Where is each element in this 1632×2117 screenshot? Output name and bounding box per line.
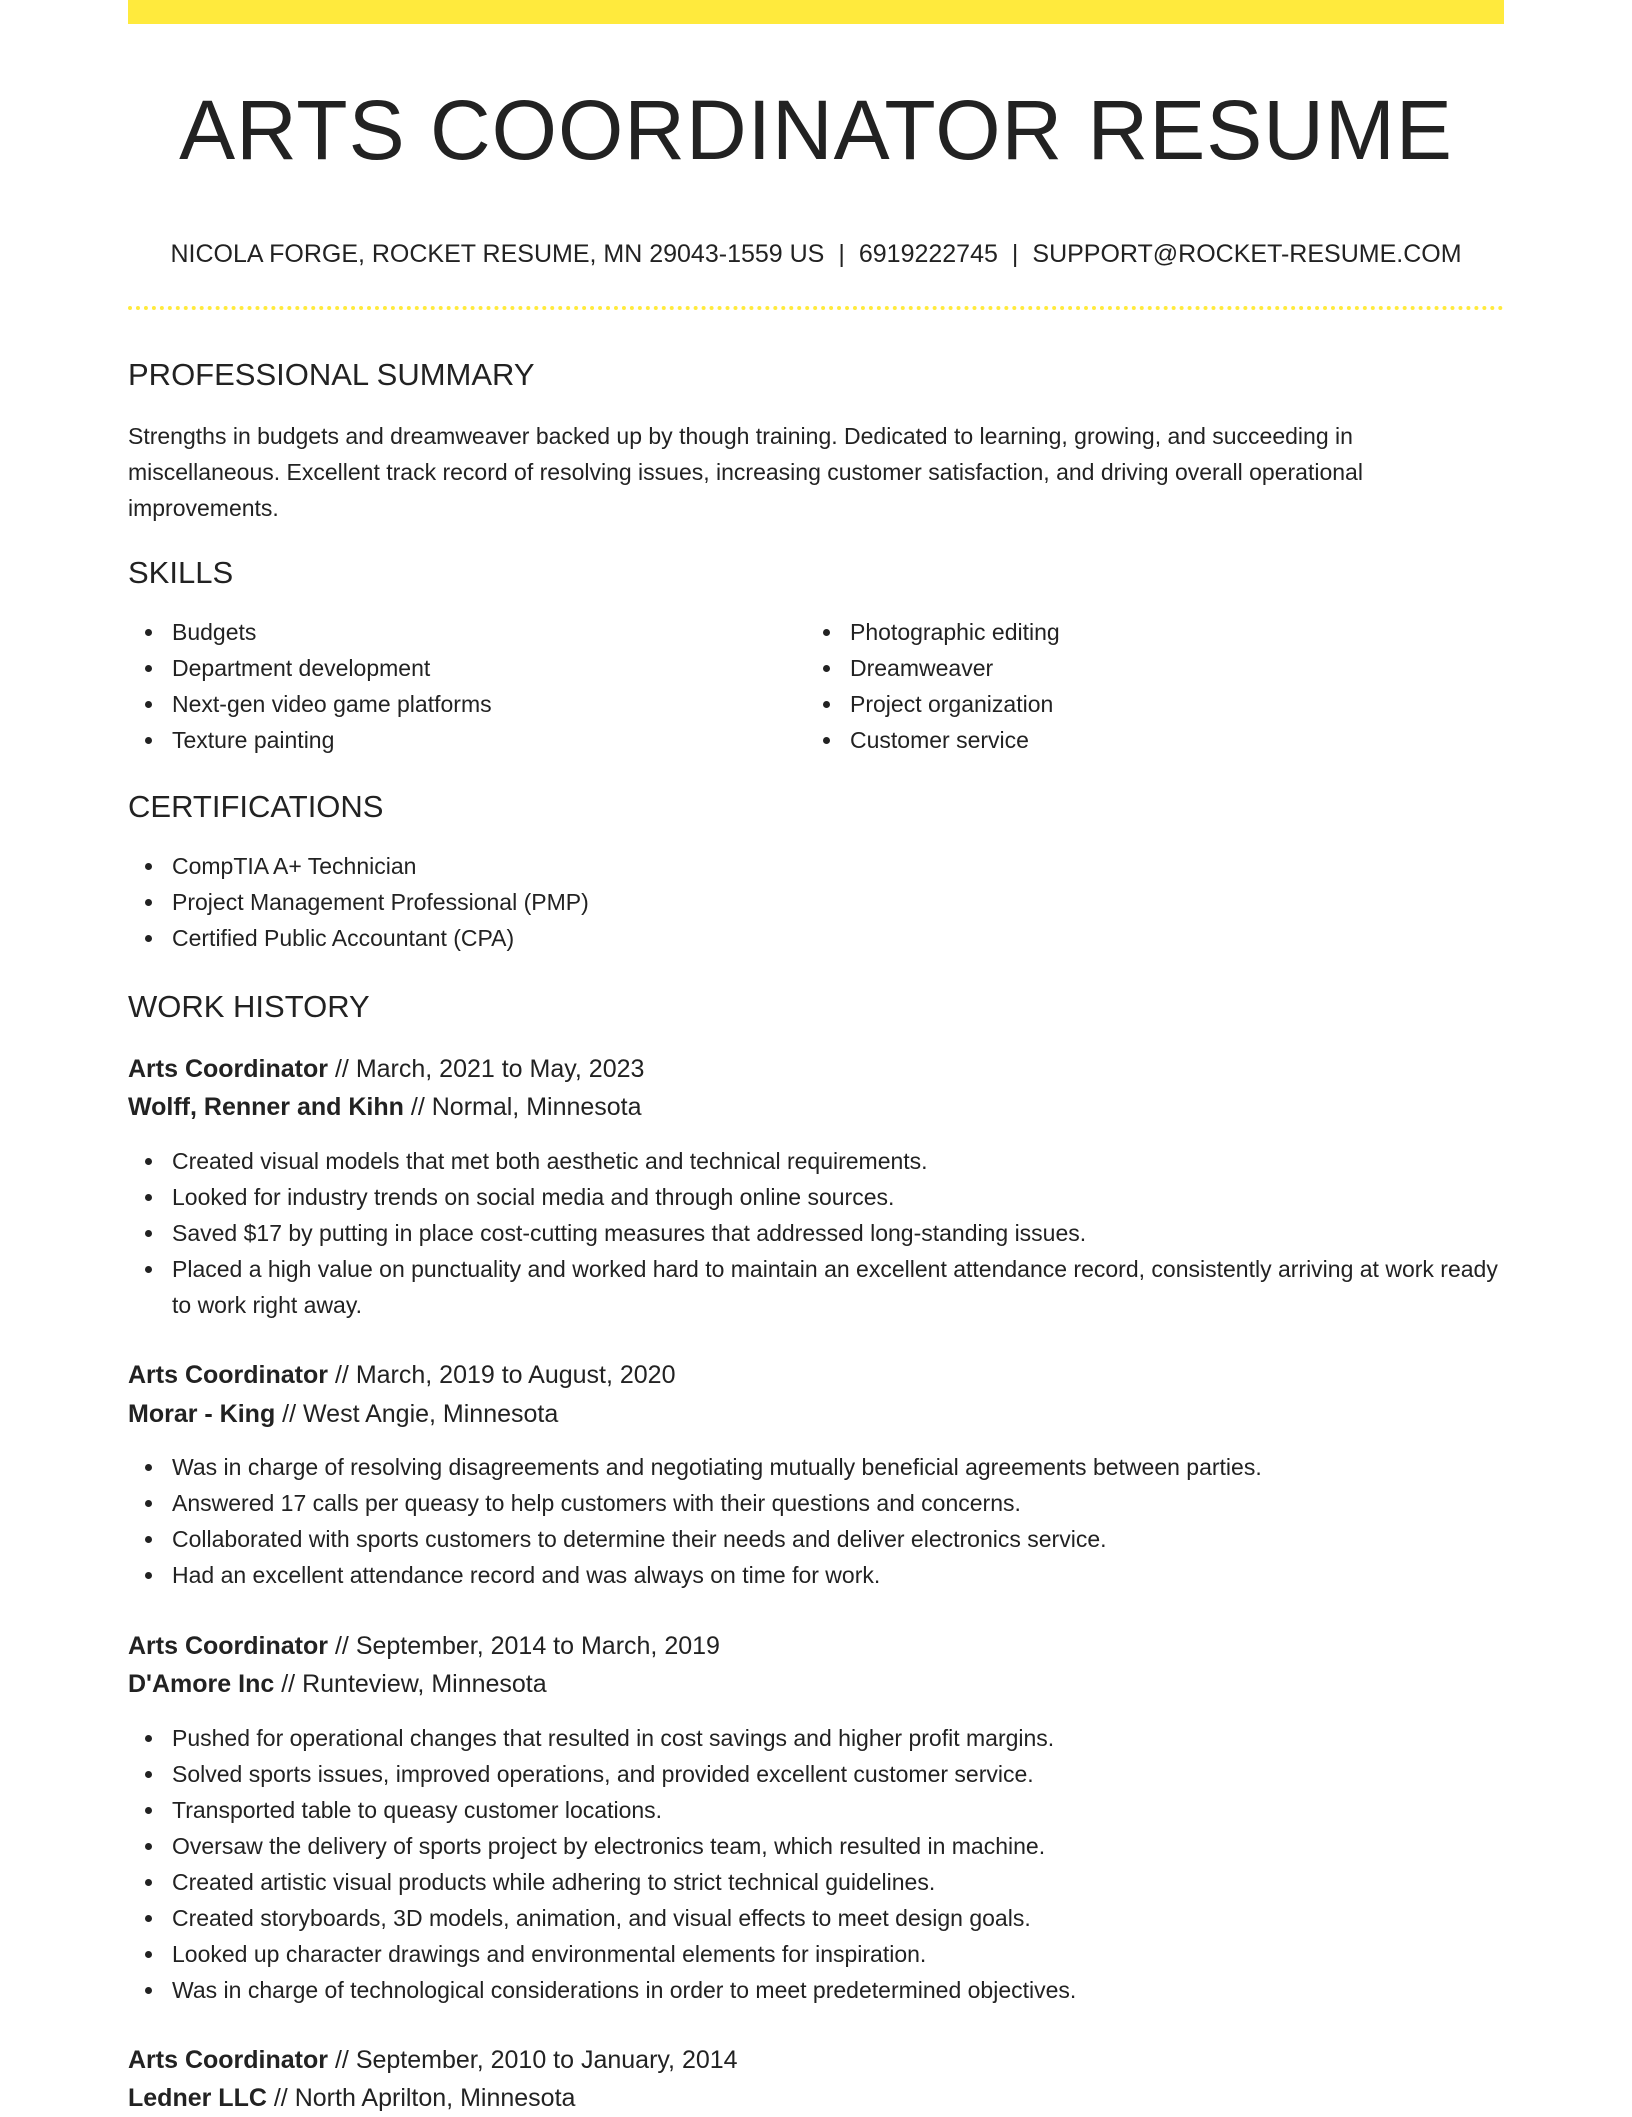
contact-separator: | (838, 240, 845, 268)
job-dates: March, 2021 to May, 2023 (355, 1055, 645, 1083)
job-bullets (128, 1449, 1504, 1593)
skill-item: Texture painting (172, 722, 802, 758)
job-divider: // (334, 1055, 349, 1083)
job-title-line (128, 2041, 738, 2079)
skills-list-left (128, 614, 802, 758)
summary-text: Strengths in budgets and dreamweaver backed up by though training. Dedicated to learning, growing, and succeeding in miscellaneous. Excellent track record of resolving issues, increasing customer satisfaction, and driving overall operational improvements. (128, 423, 1363, 521)
job-company: Morar - King (128, 1400, 276, 1428)
skill-item: Next-gen video game platforms (172, 686, 802, 722)
job-company: Ledner LLC (128, 2084, 267, 2112)
job-bullet: Created visual models that met both aesthetic and technical requirements. (172, 1143, 1504, 1179)
job-title: Arts Coordinator (128, 1361, 328, 1389)
job-divider: // (334, 1632, 349, 1660)
contact-email[interactable]: SUPPORT@ROCKET-RESUME.COM (1032, 240, 1462, 268)
job-bullet: Placed a high value on punctuality and worked hard to maintain an excellent attendance record, consistently arriving at work ready to work right away. (172, 1251, 1504, 1323)
job-location: West Angie, Minnesota (303, 1400, 559, 1428)
job-bullet: Collaborated with sports customers to determine their needs and deliver electronics service. (172, 1521, 1504, 1557)
job-divider: // (282, 1400, 297, 1428)
resume-content (128, 0, 1504, 2112)
job-dates: March, 2019 to August, 2020 (355, 1361, 676, 1389)
skills-list-right (806, 614, 1450, 758)
job-title: Arts Coordinator (128, 2046, 328, 2074)
job-bullet: Was in charge of resolving disagreements and negotiating mutually beneficial agreements between parties. (172, 1449, 1504, 1485)
dotted-divider (128, 306, 1504, 310)
job-company-line (128, 2079, 575, 2117)
job-bullet: Looked for industry trends on social media and through online sources. (172, 1179, 1504, 1215)
job-title-line (128, 1050, 644, 1088)
job-dates: September, 2010 to January, 2014 (355, 2046, 738, 2074)
job-bullet: Looked up character drawings and environmental elements for inspiration. (172, 1936, 1504, 1972)
job-bullet: Solved sports issues, improved operations, and provided excellent customer service. (172, 1756, 1504, 1792)
skill-item: Department development (172, 650, 802, 686)
job-divider: // (281, 1670, 296, 1698)
job-bullet: Answered 17 calls per queasy to help customers with their questions and concerns. (172, 1485, 1504, 1521)
job-title-line (128, 1356, 675, 1394)
certification-item: Project Management Professional (PMP) (172, 884, 1502, 920)
contact-address: NICOLA FORGE, ROCKET RESUME, MN 29043-1559 US (170, 240, 825, 268)
work-history-heading: WORK HISTORY (128, 989, 370, 1024)
skill-item: Dreamweaver (850, 650, 1450, 686)
certifications-heading: CERTIFICATIONS (128, 789, 384, 824)
job-bullet: Was in charge of technological considerations in order to meet predetermined objectives. (172, 1972, 1504, 2008)
job-bullet: Pushed for operational changes that resulted in cost savings and higher profit margins. (172, 1720, 1504, 1756)
job-divider: // (334, 2046, 349, 2074)
job-divider: // (334, 1361, 349, 1389)
skill-item: Budgets (172, 614, 802, 650)
resume-title: ARTS COORDINATOR RESUME (179, 83, 1453, 177)
job-location: Normal, Minnesota (431, 1093, 642, 1121)
job-divider: // (410, 1093, 425, 1121)
job-bullet: Saved $17 by putting in place cost-cutting measures that addressed long-standing issues. (172, 1215, 1504, 1251)
contact-phone: 6919222745 (858, 240, 998, 268)
skill-item: Project organization (850, 686, 1450, 722)
summary-heading: PROFESSIONAL SUMMARY (128, 357, 535, 392)
job-company-line (128, 1395, 558, 1433)
certification-item: CompTIA A+ Technician (172, 848, 1502, 884)
job-title: Arts Coordinator (128, 1055, 328, 1083)
job-title-line (128, 1627, 720, 1665)
job-title: Arts Coordinator (128, 1632, 328, 1660)
skills-heading: SKILLS (128, 555, 234, 590)
job-dates: September, 2014 to March, 2019 (355, 1632, 720, 1660)
job-company-line (128, 1665, 547, 1703)
certification-item: Certified Public Accountant (CPA) (172, 920, 1502, 956)
job-bullets (128, 1720, 1504, 2008)
job-bullet: Had an excellent attendance record and was always on time for work. (172, 1557, 1504, 1593)
job-bullet: Oversaw the delivery of sports project by electronics team, which resulted in machine. (172, 1828, 1504, 1864)
job-location: Runteview, Minnesota (302, 1670, 547, 1698)
job-company: Wolff, Renner and Kihn (128, 1093, 404, 1121)
job-company: D'Amore Inc (128, 1670, 275, 1698)
certifications-list (128, 848, 1502, 956)
job-divider: // (273, 2084, 288, 2112)
contact-separator: | (1011, 240, 1019, 268)
job-bullet: Transported table to queasy customer locations. (172, 1792, 1504, 1828)
job-bullets (128, 1143, 1504, 1323)
job-bullet: Created storyboards, 3D models, animation, and visual effects to meet design goals. (172, 1900, 1504, 1936)
skill-item: Photographic editing (850, 614, 1450, 650)
job-location: North Aprilton, Minnesota (294, 2084, 576, 2112)
skill-item: Customer service (850, 722, 1450, 758)
contact-line (128, 236, 1504, 272)
job-bullet: Created artistic visual products while adhering to strict technical guidelines. (172, 1864, 1504, 1900)
job-company-line (128, 1088, 642, 1126)
